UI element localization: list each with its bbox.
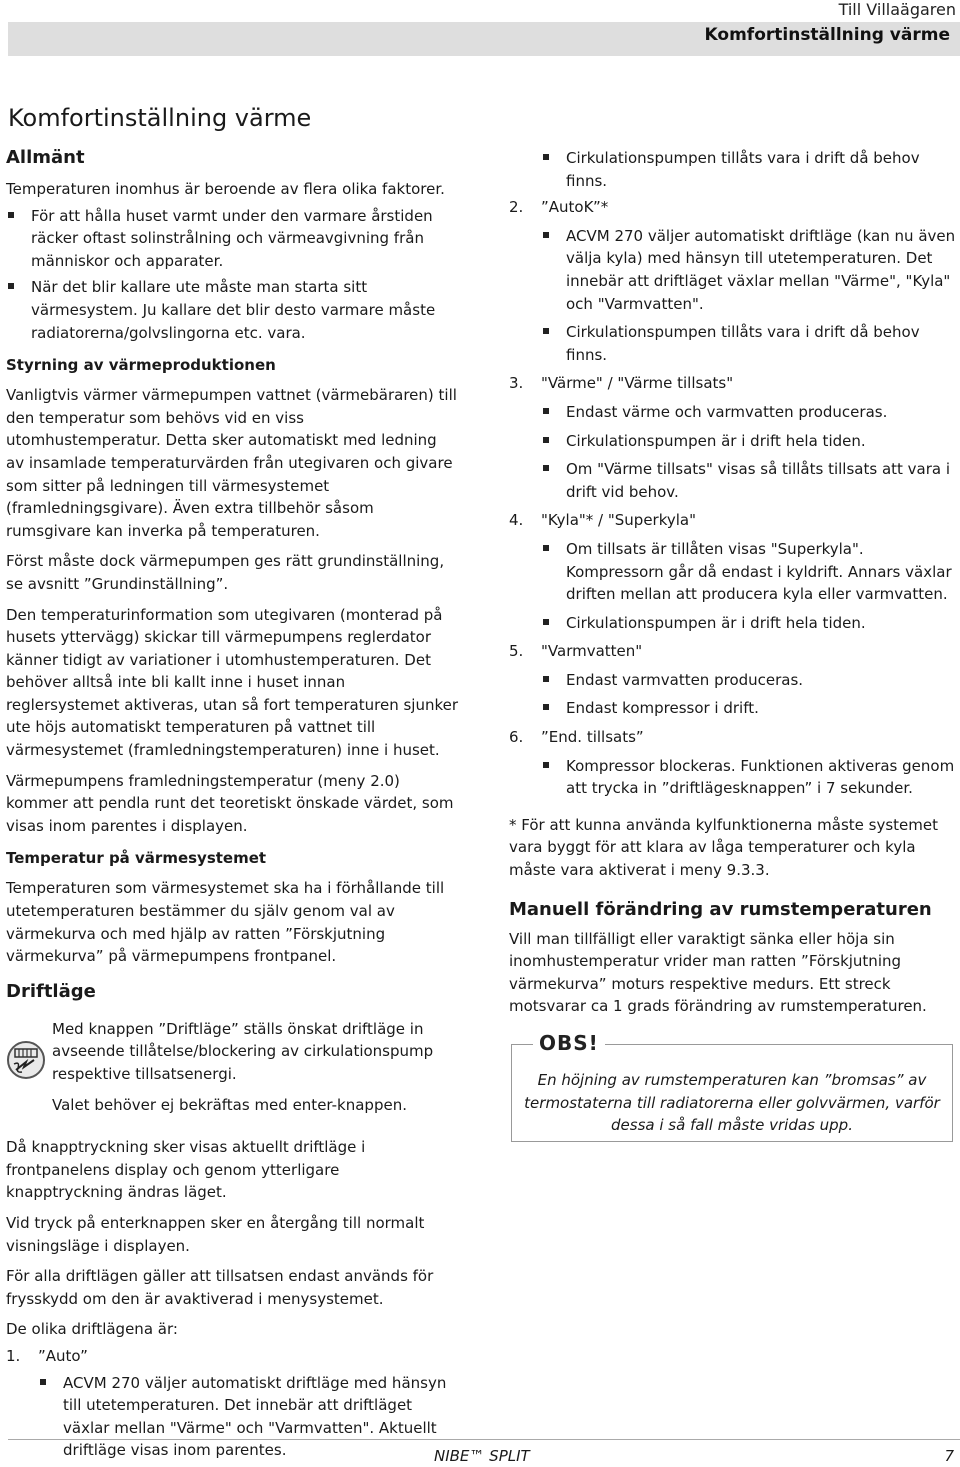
mode-bullet: Endast varmvatten produceras.	[509, 669, 959, 692]
styrning-paragraph: Värmepumpens framledningstemperatur (meny 2.0) kommer att pendla runt det teoretiskt önskade värdet, som visas inom parentes i displayen.	[6, 771, 454, 835]
obs-box	[511, 1044, 953, 1142]
mode-bullet: Cirkulationspumpen tillåts vara i drift då behov finns.	[509, 321, 959, 366]
allmant-bullet: För att hålla huset varmt under den varmare årstiden räcker oftast solinstrålning och värmeavgivning från människor och apparater.	[6, 205, 458, 273]
mode-item-6	[509, 726, 959, 749]
styrning-paragraph: Den temperaturinformation som utegivaren (monterad på husets yttervägg) skickar till värmepumpens reglerdator känner tidigt av variationer i utomhustemperaturen. Det behöver alltså inte bli kallt inne i huset innan reglersystemet aktiveras, utan så fort temperaturen sjunker ute höjs automatiskt temperaturen på vattnet till värmesystemet (framledningstemperaturen) inne i huset.	[6, 605, 459, 760]
mode-number: 2.	[509, 198, 524, 217]
mode-bullet: Kompressor blockeras. Funktionen aktiveras genom att trycka in ”driftlägesknappen” i 7 sekunder.	[509, 755, 959, 800]
driftlage-paragraph: De olika driftlägena är:	[6, 1320, 178, 1339]
obs-title: OBS!	[533, 1032, 605, 1055]
mode-bullet: Cirkulationspumpen är i drift hela tiden.	[509, 612, 959, 635]
mode-bullet: Cirkulationspumpen tillåts vara i drift då behov finns.	[509, 147, 959, 192]
obs-text: En höjning av rumstemperaturen kan ”bromsas” av termostaterna till radiatorerna eller golvvärmen, varför dessa i så fall måste vridas upp.	[524, 1071, 940, 1135]
mode-label: ”AutoK”*	[541, 198, 609, 217]
styrning-paragraph: Först måste dock värmepumpen ges rätt grundinställning, se avsnitt ”Grundinställning”.	[6, 552, 445, 593]
mode-number: 1.	[6, 1346, 21, 1365]
page-title: Komfortinställning värme	[8, 104, 312, 132]
header-chapter-title: Komfortinställning värme	[704, 25, 950, 45]
obs-note	[509, 1032, 959, 1142]
temperatur-paragraph: Temperaturen som värmesystemet ska ha i förhållande till utetemperaturen bestämmer du själv genom val av värmekurva och med hjälp av ratten ”Förskjutning värmekurva” på värmepumpens frontpanel.	[6, 879, 445, 966]
styrning-heading: Styrning av värmeproduktionen	[6, 356, 276, 375]
mode-label: "Varmvatten"	[541, 642, 643, 661]
mode-item-4	[509, 509, 959, 532]
driftlage-paragraph: För alla driftlägen gäller att tillsatsen endast används för frysskydd om den är avaktiverad i menysystemet.	[6, 1267, 434, 1308]
allmant-heading: Allmänt	[6, 147, 85, 168]
mode-item-1	[6, 1345, 458, 1368]
allmant-bullet: När det blir kallare ute måste man starta sitt värmesystem. Ju kallare det blir desto varmare måste radiatorerna/golvslingorna etc. vara.	[6, 276, 458, 344]
mode-item-5	[509, 640, 959, 663]
mode-number: 6.	[509, 728, 524, 747]
mode-bullet: Endast värme och varmvatten produceras.	[509, 401, 959, 424]
manuell-heading: Manuell förändring av rumstemperaturen	[509, 898, 932, 920]
styrning-paragraph: Vanligtvis värmer värmepumpen vattnet (värmebäraren) till den temperatur som behövs vid en viss utomhustemperatur. Detta sker automatiskt med ledning av insamlade temperaturvärden från utegivaren och givare som sitter på ledningen till värmesystemet (framledningsgivare). Även extra tillbehör såsom rumsgivare kan inverka på temperaturen.	[6, 386, 457, 540]
footer-brand: NIBE™ SPLIT	[434, 1447, 530, 1465]
mode-label: "Kyla"* / "Superkyla"	[541, 511, 697, 530]
mode-label: "Värme" / "Värme tillsats"	[541, 374, 734, 393]
footer-divider	[8, 1439, 960, 1440]
mode-bullet: Endast kompressor i drift.	[509, 697, 959, 720]
footnote: * För att kunna använda kylfunktionerna måste systemet vara byggt för att klara av låga temperaturer och kyla måste vara aktiverat i meny 9.3.3.	[509, 815, 939, 880]
mode-bullet: Om "Värme tillsats" visas så tillåts tillsats att vara i drift vid behov.	[509, 458, 959, 503]
mode-number: 5.	[509, 642, 524, 661]
mode-label: ”Auto”	[38, 1346, 88, 1365]
driftlage-paragraph: Då knapptryckning sker visas aktuellt driftläge i frontpanelens display och genom ytterligare knapptryckning ändras läget.	[6, 1138, 366, 1202]
manuell-paragraph: Vill man tillfälligt eller varaktigt sänka eller höja sin inomhustemperatur vrider man ratten ”Förskjutning värmekurva” moturs respektive medurs. Ett streck motsvarar ca 1 grads förändring av rumstemperaturen.	[509, 929, 927, 1016]
driftlage-paragraph: Vid tryck på enterknappen sker en återgång till normalt visningsläge i displayen.	[6, 1213, 425, 1255]
page-number: 7	[944, 1447, 954, 1465]
mode-bullet: ACVM 270 väljer automatiskt driftläge med hänsyn till utetemperaturen. Det innebär att driftläget växlar mellan "Värme" och "Varmvatten". Aktuellt driftläge visas inom parentes.	[6, 1372, 458, 1462]
driftlage-info-box	[6, 1018, 458, 1116]
driftlage-heading: Driftläge	[6, 980, 96, 1002]
mode-bullet: Om tillsats är tillåten visas "Superkyla". Kompressorn går då endast i kyldrift. Annars växlar driften mellan att producera kyla eller varmvatten.	[509, 538, 959, 606]
driftlage-box-note: Valet behöver ej bekräftas med enter-knappen.	[52, 1095, 407, 1114]
mode-number: 4.	[509, 511, 524, 530]
mode-label: ”End. tillsats”	[541, 728, 644, 747]
right-column	[509, 147, 959, 1142]
driftlage-button-icon	[6, 1040, 46, 1080]
mode-number: 3.	[509, 374, 524, 393]
header-bar	[8, 0, 960, 56]
allmant-intro: Temperaturen inomhus är beroende av flera olika faktorer.	[6, 180, 445, 198]
header-section-label: Till Villaägaren	[838, 0, 956, 19]
mode-bullet: ACVM 270 väljer automatiskt driftläge (kan nu även välja kyla) med hänsyn till utetemperaturen. Det innebär att driftläget växlar mellan "Värme", "Kyla" och "Varmvatten".	[509, 225, 959, 315]
left-column	[6, 146, 458, 1466]
mode-bullet: Cirkulationspumpen är i drift hela tiden.	[509, 430, 959, 453]
mode-item-3	[509, 372, 959, 395]
temperatur-heading: Temperatur på värmesystemet	[6, 849, 267, 868]
driftlage-box-text: Med knappen ”Driftläge” ställs önskat driftläge in avseende tillåtelse/blockering av cirkulationspump respektive tillsatsenergi.	[52, 1019, 434, 1083]
mode-item-2	[509, 196, 959, 219]
